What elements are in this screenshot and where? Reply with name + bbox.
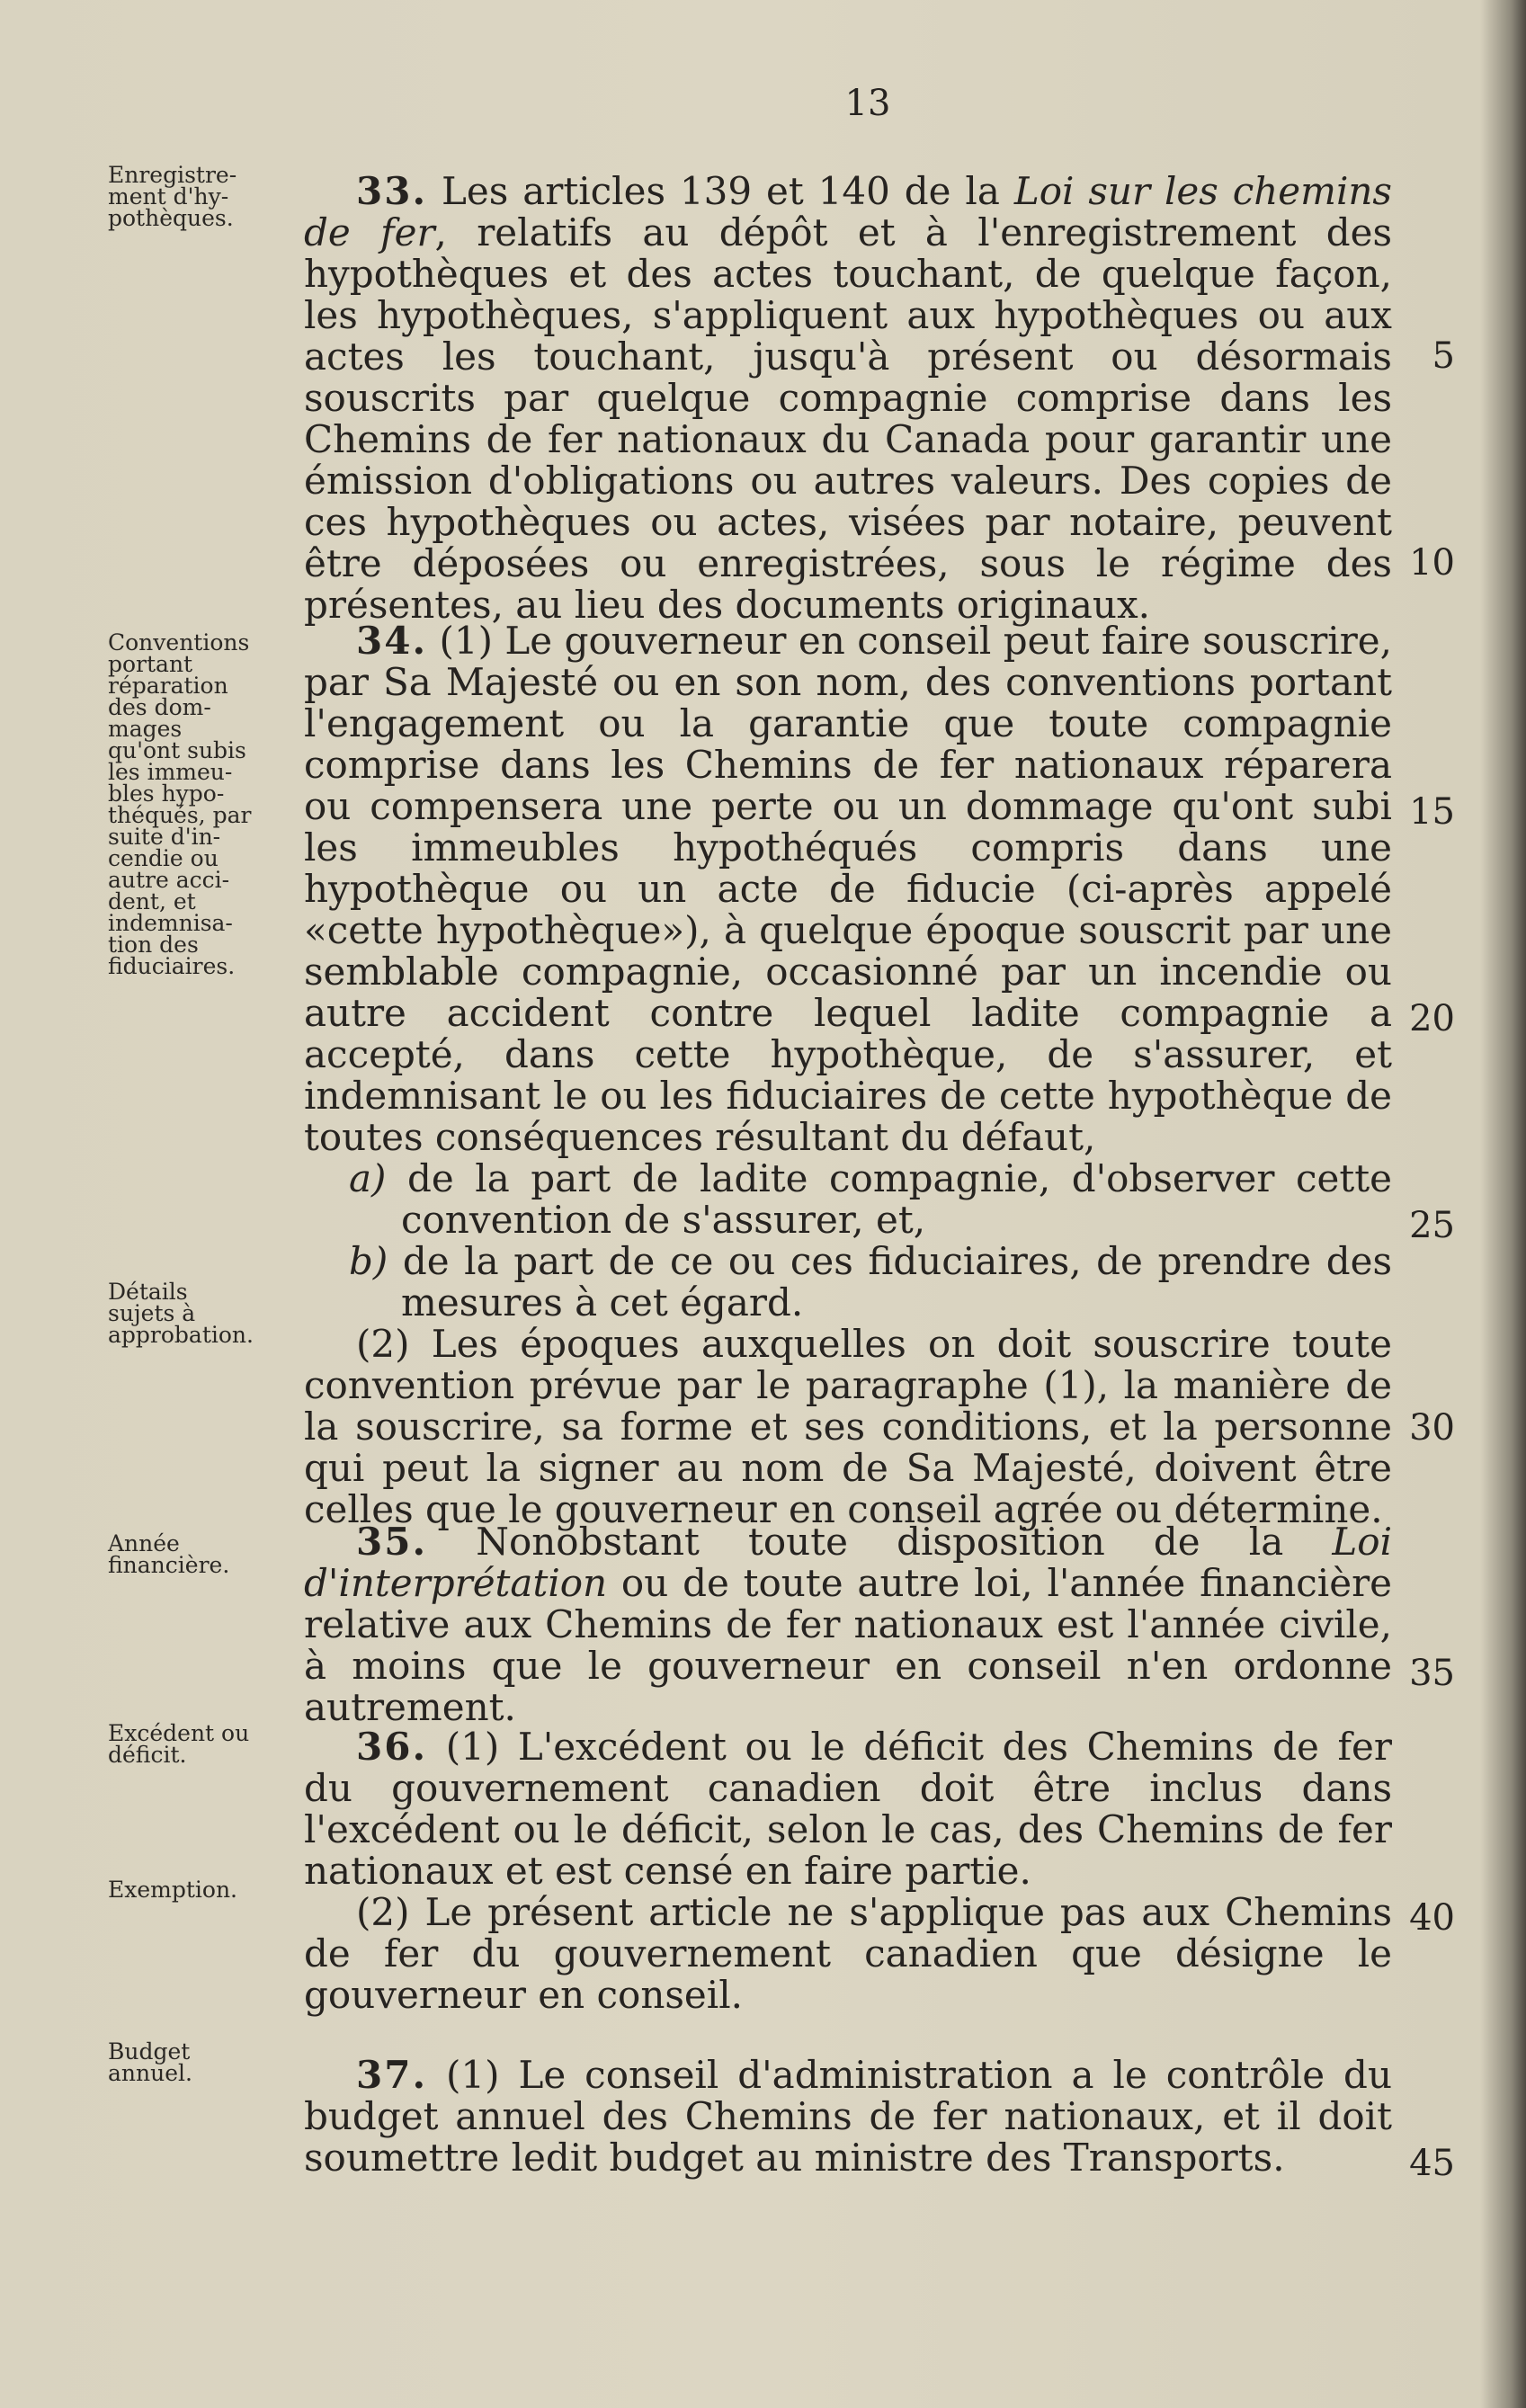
- margin-note-annee-financiere: Année financière.: [108, 1530, 230, 1578]
- section-number: 33.: [356, 169, 428, 213]
- section-36-paragraph-2: (2) Le présent article ne s'applique pas aux Chemins de fer du gouvernement canadien que désigne le gouverneur en conseil.: [304, 1890, 1392, 2017]
- margin-note-enregistrement: Enregistre- ment d'hy- pothèques.: [108, 162, 237, 231]
- section-text: ou de toute autre loi, l'année financière relative aux Chemins de fer nationaux est l'année civile, à moins que le gouverneur en conseil n'en ordonne autrement.: [304, 1561, 1392, 1729]
- item-text: de la part de ce ou ces fiduciaires, de prendre des mesures à cet égard.: [388, 1239, 1392, 1324]
- item-label: b): [349, 1239, 388, 1283]
- law-title: Loi sur les chemins de fer: [304, 169, 1392, 254]
- section-34: [304, 620, 1392, 1530]
- section-number: 37.: [356, 2053, 428, 2097]
- section-33-paragraph: [304, 171, 1392, 626]
- item-text: de la part de ladite compagnie, d'observer cette convention de s'assurer, et,: [386, 1156, 1392, 1242]
- section-36: [304, 1726, 1392, 2016]
- page-number: 13: [844, 83, 891, 124]
- line-number: 35: [1409, 1653, 1455, 1694]
- section-text: (1) L'excédent ou le déficit des Chemins de fer du gouvernement canadien doit être inclus dans l'excédent ou le déficit, selon le cas, des Chemins de fer nationaux et est censé en faire partie.: [304, 1725, 1392, 1893]
- line-number: 40: [1409, 1897, 1455, 1939]
- section-37-paragraph: [304, 2055, 1392, 2179]
- line-number: 30: [1409, 1407, 1455, 1449]
- margin-note-details: Détails sujets à approbation.: [108, 1279, 254, 1348]
- section-34-paragraph-2: (2) Les époques auxquelles on doit souscrire toute convention prévue par le paragraphe (1), la manière de la souscrire, sa forme et ses conditions, et la personne qui peut la signer au nom de Sa Majesté, doivent être celles que le gouverneur en conseil agrée ou détermine.: [304, 1322, 1392, 1531]
- line-number: 5: [1432, 335, 1455, 377]
- margin-note-exemption: Exemption.: [108, 1877, 237, 1903]
- margin-note-excedent: Excédent ou déficit.: [108, 1720, 250, 1768]
- section-34-item-b: [304, 1241, 1392, 1324]
- section-34-paragraph-1: [304, 620, 1392, 1158]
- margin-note-conventions: Conventions portant réparation des dom- mages qu'ont subis les immeu- bles hypo- théqués, par suite d'in- cendie ou autre acci- dent, et indemnisa- tion des fiduciaires.: [108, 629, 252, 979]
- section-35: [304, 1521, 1392, 1728]
- section-text: (1) Le conseil d'administration a le contrôle du budget annuel des Chemins de fer nationaux, et il doit soumettre ledit budget au ministre des Transports.: [304, 2053, 1392, 2180]
- line-number: 10: [1409, 542, 1455, 584]
- section-number: 36.: [356, 1725, 428, 1769]
- line-number: 15: [1409, 791, 1455, 833]
- margin-note-budget: Budget annuel.: [108, 2038, 192, 2086]
- section-34-item-a: [304, 1158, 1392, 1241]
- section-33: [304, 171, 1392, 626]
- line-number: 45: [1409, 2143, 1455, 2184]
- law-title: Loi d'interprétation: [304, 1520, 1392, 1605]
- section-text: Nonobstant toute disposition de la: [427, 1520, 1333, 1564]
- section-text: , relatifs au dépôt et à l'enregistrement des hypothèques et des actes touchant, de quelque façon, les hypothèques, s'appliquent aux hypothèques ou aux actes les touchant, jusqu'à présent ou désormais souscrits par quelque compagnie comprise dans les Chemins de fer nationaux du Canada pour garantir une émission d'obligations ou autres valeurs. Des copies de ces hypothèques ou actes, visées par notaire, peuvent être déposées ou enregistrées, sous le régime des présentes, au lieu des documents originaux.: [304, 210, 1392, 627]
- section-text: (1) Le gouverneur en conseil peut faire souscrire, par Sa Majesté ou en son nom, des conventions portant l'engagement ou la garantie que toute compagnie comprise dans les Chemins de fer nationaux réparera ou compensera une perte ou un dommage qu'ont subi les immeubles hypothéqués compris dans une hypothèque ou un acte de fiducie (ci-après appelé «cette hypothèque»), à quelque époque souscrit par une semblable compagnie, occasionné par un incendie ou autre accident contre lequel ladite compagnie a accepté, dans cette hypothèque, de s'assurer, et indemnisant le ou les fiduciaires de cette hypothèque de toutes conséquences résultant du défaut,: [304, 619, 1392, 1159]
- section-35-paragraph: [304, 1521, 1392, 1728]
- item-label: a): [349, 1156, 387, 1200]
- line-number: 20: [1409, 998, 1455, 1039]
- section-36-paragraph-1: [304, 1726, 1392, 1892]
- section-37: [304, 2055, 1392, 2179]
- section-text: Les articles 139 et 140 de la: [427, 169, 1014, 213]
- section-number: 34.: [356, 619, 428, 663]
- section-number: 35.: [356, 1520, 428, 1564]
- line-number: 25: [1409, 1205, 1455, 1246]
